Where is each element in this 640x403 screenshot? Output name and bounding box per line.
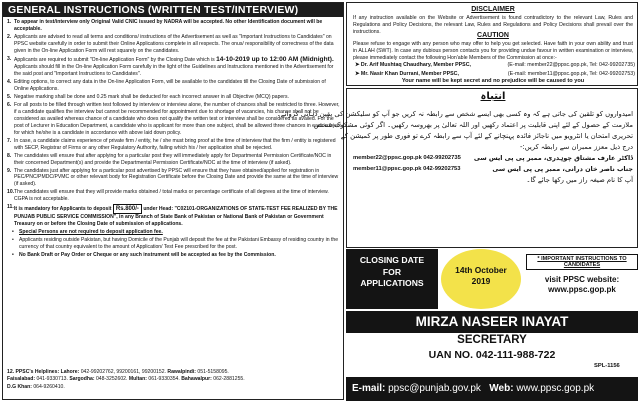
- web-label: Web:: [489, 383, 514, 394]
- instruction-item: 6. For all posts to be filled through written test followed by interview or interview alone, the number of chances shall be restricted to three. However, if a candidate qualifies the interview but cannot be recommended for appointment due to shortage of vacancies, his chance shall not be considered as availed whereas chance of a candidate who does not qualify the written test or interview shall be considered as availed. For the post of Lecturer in Education Department, a candidate who is applicant for more than one subject, shall be allowed three chances in each subject for which he/she is a candidate in accordance with above laid down policy.: [7, 102, 341, 136]
- caution-title: CAUTION: [477, 32, 509, 39]
- instruction-item: 3. Applicants are required to submit "On-line Application Form" by the Closing Date which is 14-10-2019 up to 12:00 AM (Midnight). Applicants should fill in the On-line Application Form carefully in the light of the Guidelines and Instructions mentioned in the Advertisement for the said post and "Important Instructions to Candidates".: [7, 55, 334, 78]
- visit-label: visit PPSC website:: [544, 275, 620, 284]
- website-block: [526, 253, 638, 309]
- member-row: ➤ Dr. Arif Mushtaq Chaudhary, Member PPSC, (E-mail: member22@ppsc.gop.pk, Tel: 042-99202735): [355, 62, 635, 68]
- urdu-line: ملازمت کے حصول کے لئے اپنی قابلیت پر اعتماد رکھیں اور اللہ تعالیٰ پر بھروسہ رکھیں۔ اگر کوئی مشکوک شخص: [313, 121, 633, 129]
- urdu-line: تحریری امتحان یا انٹرویو میں ناجائز فائدہ پہنچانے کے لئے آپ سے رابطہ کرے تو فوری طور پر کمیشن کے: [340, 132, 633, 140]
- helpline-phone[interactable]: 041-9330713.: [36, 376, 68, 383]
- helpline-phone[interactable]: 064-9260410.: [33, 383, 65, 390]
- instruction-item: 9. The candidates just after applying for a particular post advertised by PPSC will ensure that they have obtained/applied for registration in PEC/PNC/PMDC/PVMC or other relevant body for Registration Certificate before the Closing Date and provide the same at the time of interview (if asked).: [7, 167, 339, 188]
- secrecy-note: Your name will be kept secret and no prejudice will be caused to you: [401, 78, 585, 84]
- instruction-item: 5. Negative marking shall be done and 0.25 mark shall be deducted for each incorrect answer in all Objective (MCQ) papers.: [7, 94, 289, 101]
- closing-date-value: 14th October 2019: [441, 249, 521, 309]
- member-email[interactable]: (E-mail: member22@ppsc.gop.pk, Tel: 042-99202735): [507, 62, 635, 68]
- closing-date-label: CLOSING DATE FOR APPLICATIONS: [346, 249, 438, 309]
- signatory-block: [346, 311, 638, 377]
- disclaimer-title: DISCLAIMER: [471, 6, 515, 13]
- email-link[interactable]: ppsc@punjab.gov.pk: [388, 383, 481, 394]
- reference-code: SPL-1156: [594, 363, 620, 369]
- general-instructions-header: GENERAL INSTRUCTIONS (WRITTEN TEST/INTERVIEW): [3, 3, 343, 17]
- fee-sub-item: • No Bank Draft or Pay Order or Cheque or any such instrument will be accepted as fee by the Commission.: [7, 252, 341, 259]
- closing-date-banner: [346, 249, 638, 309]
- urdu-title: انتباہ: [480, 91, 506, 102]
- caution-text: Please refuse to engage with any person who may offer to help you get selected. Have faith in your own ability and trust in ALLAH (SWT). In case any dubious person contacts you for providing undue favour in written examination or interview, please immediately contact the following Hon'able Members of the Commission at once:-: [353, 41, 633, 62]
- fee-amount: Rs.800/-: [113, 204, 142, 214]
- urdu-contact-row: [353, 164, 633, 175]
- urdu-contact-email[interactable]: member22@ppsc.gop.pk: [353, 155, 422, 161]
- helplines-block: 12. PPSC's Helplines: Lahore: 042-99202762, 99200161, 99200152. Rawalpindi: 051-5158095. Faisalabad: 041-9330713. Sargodha: 048-3252602. Multan: 061-9330354. Bahawalpur: 062-2881255. D.G Khan: 064-9260410.: [7, 369, 245, 390]
- urdu-line: امیدواروں کو تلقین کی جاتی ہے کہ وہ کسی بھی ایسے شخص سے رابطہ نہ کریں جو آپ کو سلیکشن کی یقین دہانی کروائے۔: [276, 110, 633, 118]
- urdu-contact-phone: 042-99202753: [423, 166, 461, 172]
- email-label: E-mail:: [352, 383, 386, 394]
- urdu-contact-email[interactable]: member11@ppsc.gop.pk: [353, 166, 422, 172]
- urdu-contact-row: [353, 153, 633, 164]
- fee-sub-item: • Applicants residing outside Pakistan, but having Domicile of the Punjab will deposit the fee at the Pakistani Embassy of residing country in the currency of that country equivalent to the amount of Application/ Test Fee prescribed for the post.: [7, 237, 341, 251]
- instruction-item: 11. It is mandatory for Applicants to deposit Rs.800/- under Head: "C02101-ORGANIZATIONS OF STATE-TEST FEE REALIZED BY THE PUNJAB PUBLIC SERVICE COMMISSION", in any Branch of State Bank of Pakistan or National Bank of Pakistan or Government Treasury on or before the Closing Date of submission of applications.: [7, 204, 338, 228]
- website-link[interactable]: www.ppsc.gop.pk: [548, 285, 616, 295]
- helpline-phone[interactable]: 048-3252602.: [95, 376, 128, 383]
- general-instructions-panel: [2, 2, 344, 400]
- contact-bar: [346, 377, 638, 401]
- web-link[interactable]: www.ppsc.gop.pk: [516, 383, 595, 394]
- instruction-item: 8. The candidates will ensure that after applying for a particular post they will immediately apply for Departmental Permission Certificate/NOC in their concerned Department(s) and provide the Departmental Permission Certificate/NOC at the time of interview (if asked).: [7, 152, 332, 166]
- instruction-item: 7. In case, a candidate claims experience of private firm / entity, he / she must bring proof at the time of interview that the firm / entity is registered with SECP, Registrar of Firms or any other Regulatory Authority, failing which his / her application shall be rejected.: [7, 137, 336, 151]
- helpline-phone[interactable]: 062-2881255.: [213, 376, 245, 383]
- members-list: [355, 61, 635, 79]
- urdu-line: جناب ناصر خان درانی، ممبر پی پی ایس سی: [492, 165, 633, 174]
- urdu-warning-box: [276, 88, 638, 248]
- member-email[interactable]: (E-mail: member11@ppsc.gop.pk, Tel: 042-99202753): [507, 71, 635, 77]
- signatory-title: SECRETARY: [457, 334, 527, 346]
- disclaimer-box: [346, 2, 638, 86]
- uan-number: UAN NO. 042-111-988-722: [428, 349, 556, 361]
- instruction-item: 4. Editing options, to correct any data in the On-line Application Form, will be available to the candidates till the Closing Date of submission of Online Applications.: [7, 79, 326, 93]
- instructions-list: [7, 19, 341, 260]
- urdu-line: درج ذیل معزز ممبران سے رابطہ کریں:-: [519, 143, 633, 151]
- helpline-phone[interactable]: 051-5158095.: [197, 369, 229, 375]
- instruction-item: 2. Applicants are advised to read all terms and conditions/ instructions of the Advertisement as well as "Important Instructions to Candidates" on PPSC website carefully in order to submit their Online Applications complete in all respects. The onus/ responsibility of correctness of the data given in the On-line Application Form will rest squarely on the candidates.: [7, 33, 334, 54]
- disclaimer-text: If any instruction available on the Website or Advertisement is found contradictory to the relevant Law, Rules and Regulations and Policy Decisions, the relevant Law, Rules and Regulations and Policy Decisions shall prevail over the instructions.: [353, 15, 633, 36]
- fee-sub-item: • Special Persons are not required to deposit application fee.: [7, 229, 341, 236]
- member-row: ➤ Mr. Nasir Khan Durrani, Member PPSC, (E-mail: member11@ppsc.gop.pk, Tel: 042-99202753): [355, 71, 635, 77]
- urdu-line: ڈاکٹر عارف مشتاق چوہدری، ممبر پی پی ایس سی: [473, 154, 633, 163]
- instruction-item: 1. To appear in test/interview only Original Valid CNIC issued by NADRA will be accepted. No other Identification document will be acceptable.: [7, 19, 323, 32]
- closing-date-highlight: 14-10-2019 up to 12:00 AM (Midnight).: [216, 55, 334, 63]
- urdu-contact-phone: 042-99202735: [423, 155, 461, 161]
- helpline-phone[interactable]: 042-99202762, 99200161, 99200152.: [80, 369, 166, 375]
- urdu-line: آپ کا نام صیغہ راز میں رکھا جائے گا۔: [526, 176, 633, 184]
- instruction-item: 10. The candidates will ensure that they will provide marks obtained / total marks or percentage certificate of all degrees at the time of interview. CGPA is not acceptable.: [7, 189, 329, 203]
- helpline-phone[interactable]: 061-9330354.: [148, 376, 180, 383]
- signatory-name: MIRZA NASEER INAYAT: [346, 311, 638, 333]
- important-instructions-note: * IMPORTANT INSTRUCTIONS TO CANDIDATES: [526, 254, 638, 270]
- urdu-body: [276, 109, 633, 186]
